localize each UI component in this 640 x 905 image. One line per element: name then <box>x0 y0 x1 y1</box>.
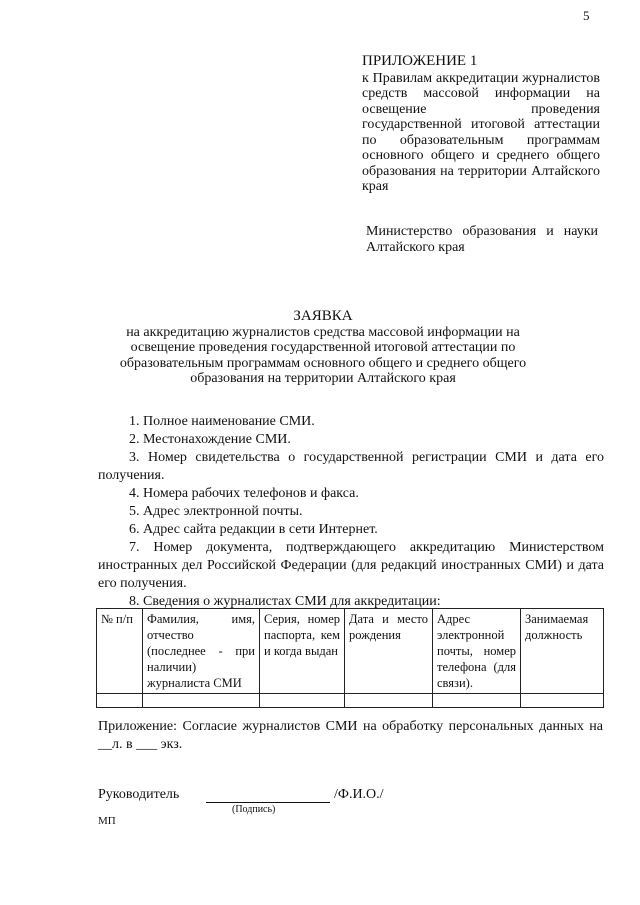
list-item: 1. Полное наименование СМИ. <box>129 414 315 429</box>
signature-role: Руководитель <box>98 787 180 802</box>
signature-line <box>206 802 330 803</box>
appendix-note: Приложение: Согласие журналистов СМИ на обработку персональных данных на __л. в ___ экз. <box>98 719 603 752</box>
list-item: 6. Адрес сайта редакции в сети Интернет. <box>129 522 378 537</box>
header-cell-birth: Дата и место рождения <box>345 609 433 694</box>
table-cell[interactable] <box>521 694 604 708</box>
title-heading: ЗАЯВКА <box>293 308 353 324</box>
list-item: 2. Местонахождение СМИ. <box>129 432 291 447</box>
application-title <box>100 309 546 387</box>
header-cell-contacts: Адрес электронной почты, номер телефона (для связи). <box>433 609 521 694</box>
stamp-placeholder: МП <box>98 815 116 827</box>
list-item: 3. Номер свидетельства о государственной регистрации СМИ и дата его получения. <box>98 450 604 483</box>
list-item: 8. Сведения о журналистах СМИ для аккредитации: <box>129 594 441 609</box>
header-cell-passport: Серия, номер паспорта, кем и когда выдан <box>260 609 345 694</box>
items-list <box>98 413 604 612</box>
header-cell-position: Занимаемая должность <box>521 609 604 694</box>
signature-caption: (Подпись) <box>232 804 276 815</box>
appendix-text: к Правилам аккредитации журналистов средств массовой информации на освещение проведения государственной итоговой аттестации по образовательным программам основного общего и среднего общего образования на территории Алтайского края <box>362 70 600 194</box>
table-header-row <box>97 609 604 694</box>
list-item: 7. Номер документа, подтверждающего аккредитацию Министерством иностранных дел Российской Федерации (для редакций иностранных СМИ) и дата его получения. <box>98 540 604 591</box>
appendix-header <box>362 54 600 195</box>
table-cell[interactable] <box>143 694 260 708</box>
title-line-4: образования на территории Алтайского края <box>190 371 456 386</box>
appendix-heading: ПРИЛОЖЕНИЕ 1 <box>362 53 478 69</box>
header-cell-name: Фамилия, имя, отчество (последнее - при наличии) журналиста СМИ <box>143 609 260 694</box>
header-cell-number: № п/п <box>97 609 143 694</box>
table-cell[interactable] <box>97 694 143 708</box>
page-number: 5 <box>583 8 590 23</box>
title-line-3: образовательным программам основного общего и среднего общего <box>119 355 527 371</box>
title-line-2: освещение проведения государственной итоговой аттестации по <box>130 340 516 355</box>
table-cell[interactable] <box>345 694 433 708</box>
list-item: 5. Адрес электронной почты. <box>129 504 303 519</box>
title-line-1: на аккредитацию журналистов средства массовой информации на <box>126 324 520 340</box>
list-item: 4. Номера рабочих телефонов и факса. <box>129 486 359 501</box>
addressee: Министерство образования и науки Алтайского края <box>366 224 598 255</box>
signature-name-field: /Ф.И.О./ <box>334 787 384 802</box>
table-row <box>97 694 604 708</box>
table-cell[interactable] <box>260 694 345 708</box>
journalists-table <box>96 608 604 708</box>
table-cell[interactable] <box>433 694 521 708</box>
